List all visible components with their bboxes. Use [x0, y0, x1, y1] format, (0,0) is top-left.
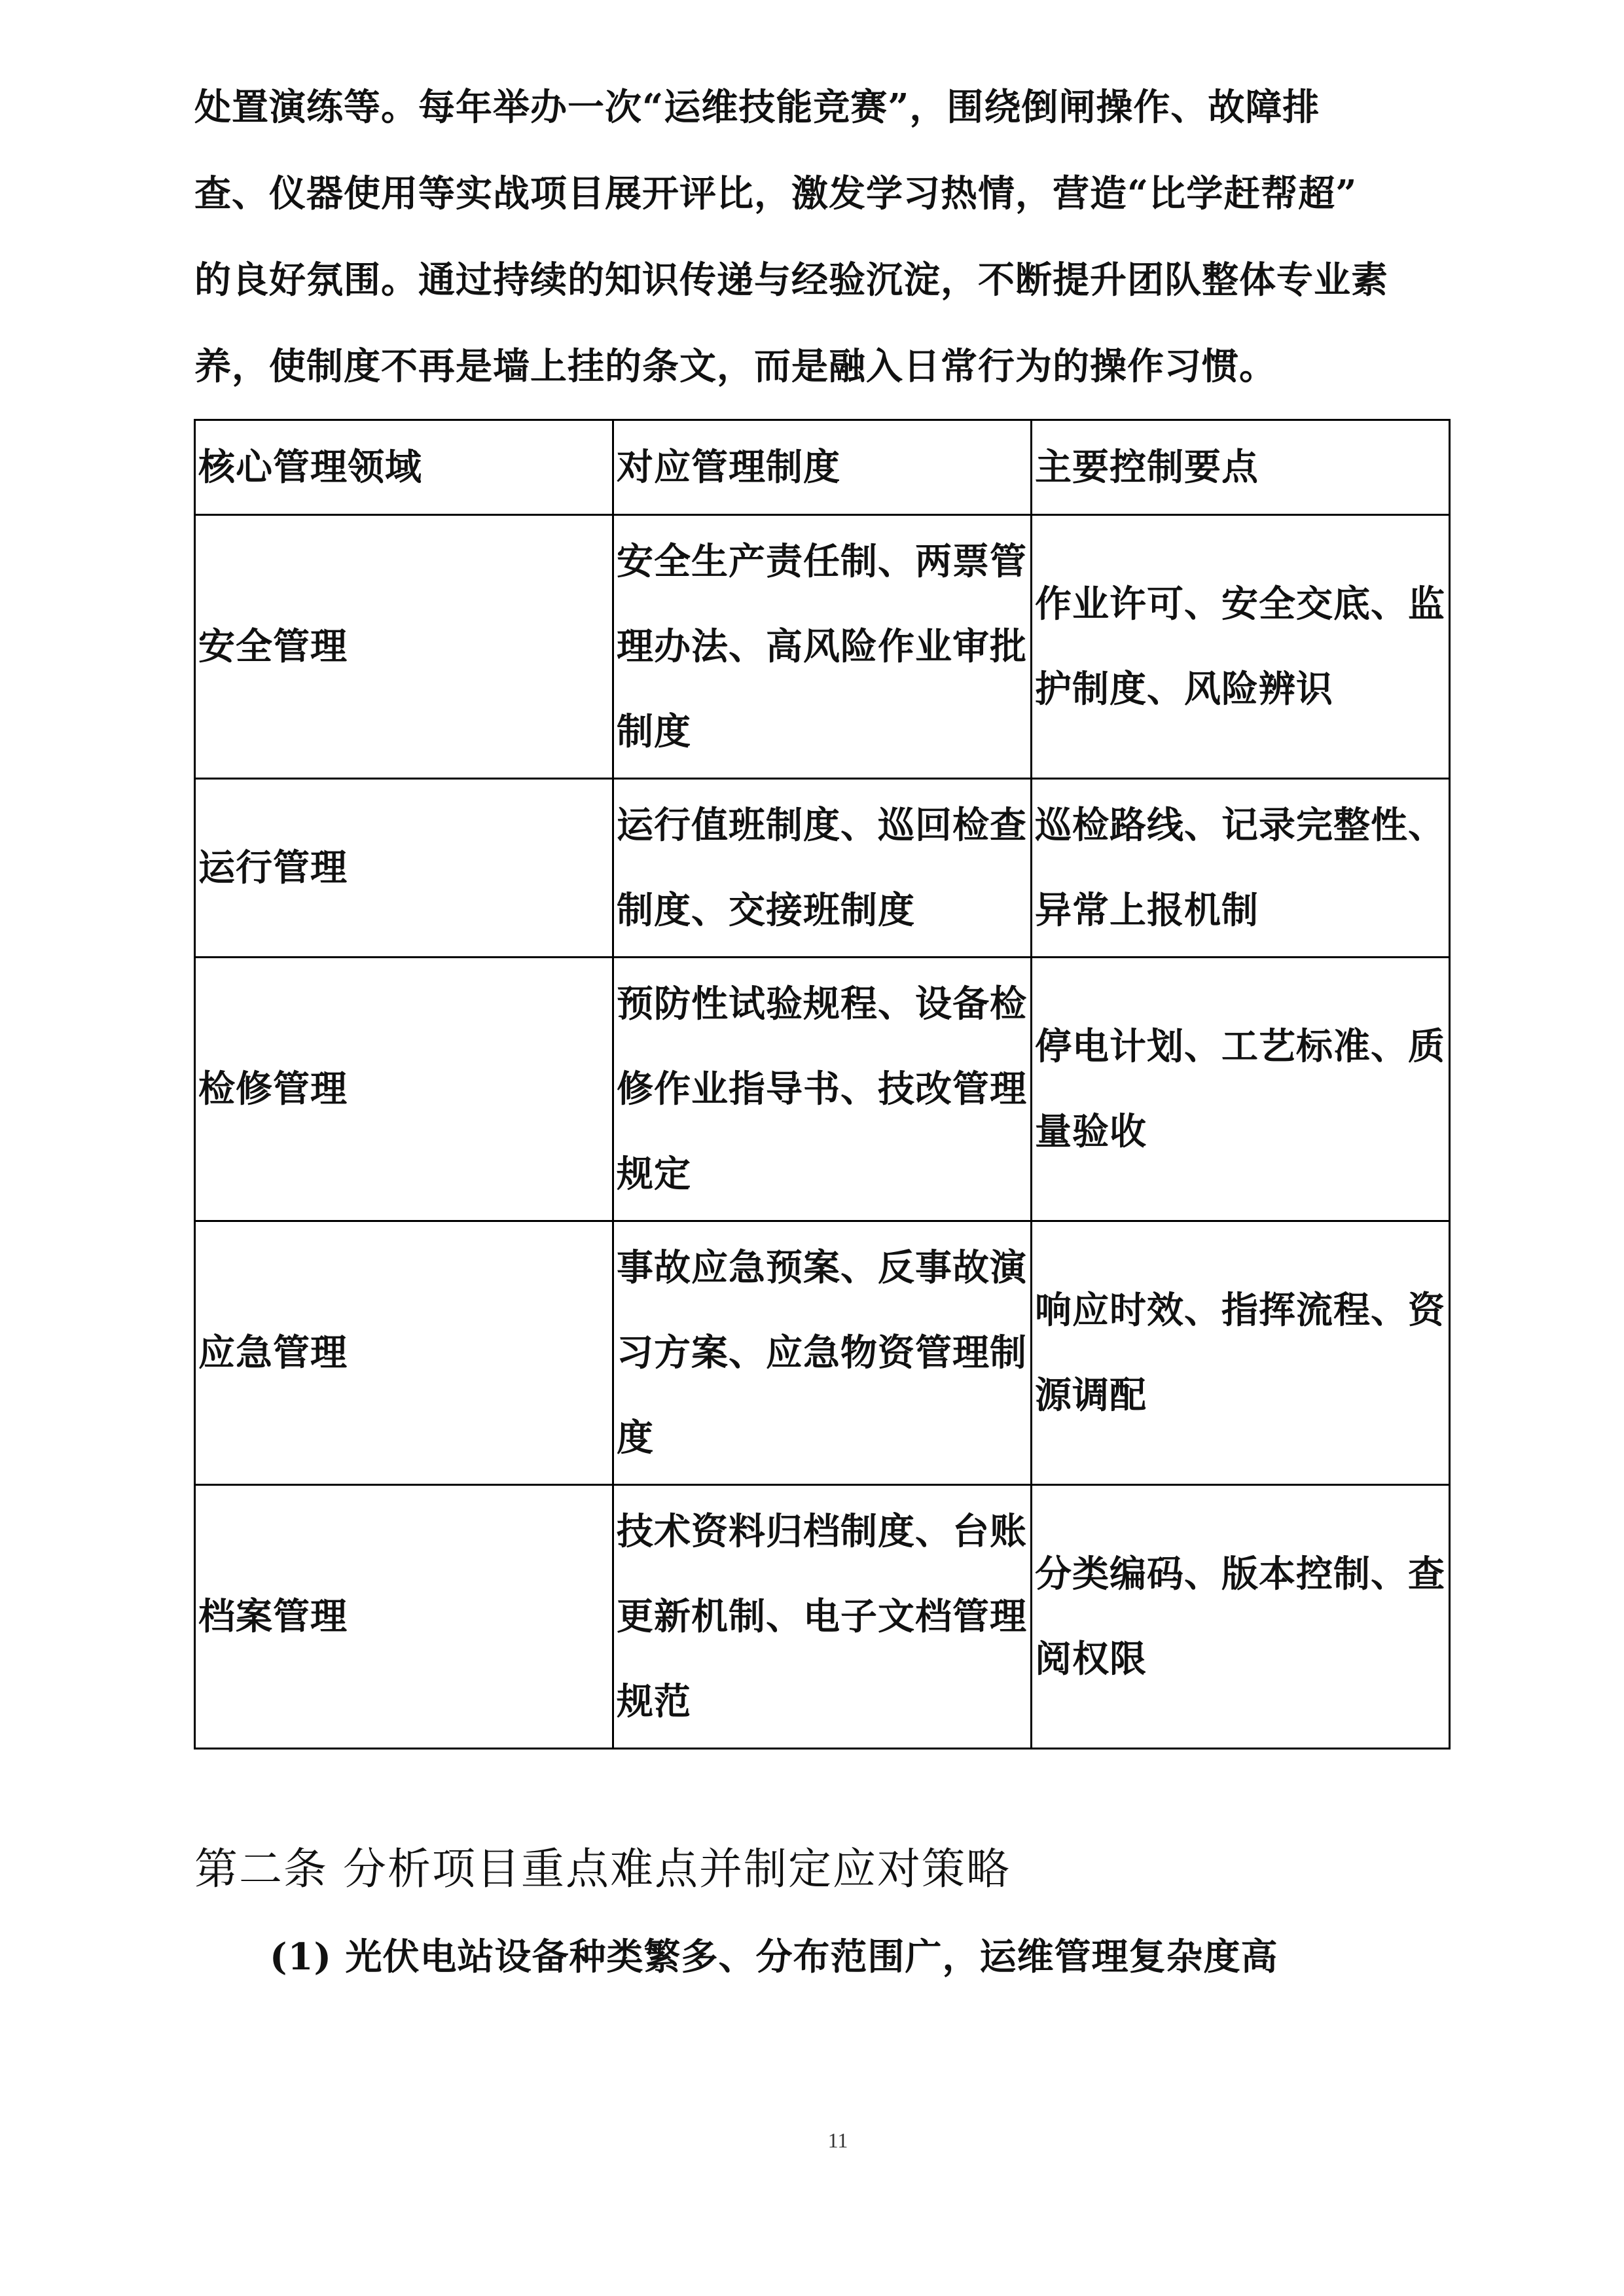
table-row — [195, 1485, 1450, 1749]
cell-points: 巡检路线、记录完整性、异常上报机制 — [1032, 779, 1450, 958]
table-row — [195, 1221, 1450, 1485]
paragraph-line-3: 的良好氛围。通过持续的知识传递与经验沉淀，不断提升团队整体专业素 — [194, 259, 1388, 302]
header-domain: 核心管理领域 — [195, 420, 613, 515]
cell-domain: 运行管理 — [195, 779, 613, 958]
cell-domain: 安全管理 — [195, 515, 613, 779]
cell-policy: 运行值班制度、巡回检查制度、交接班制度 — [613, 779, 1032, 958]
table-row — [195, 958, 1450, 1221]
cell-domain: 档案管理 — [195, 1485, 613, 1749]
section-item-1: (1) 光伏电站设备种类繁多、分布范围广，运维管理复杂度高 — [270, 1935, 1278, 1979]
section-heading: 第二条 分析项目重点难点并制定应对策略 — [194, 1844, 1011, 1894]
cell-domain: 应急管理 — [195, 1221, 613, 1485]
header-points: 主要控制要点 — [1032, 420, 1450, 515]
management-table — [194, 419, 1451, 1749]
cell-policy: 技术资料归档制度、台账更新机制、电子文档管理规范 — [613, 1485, 1032, 1749]
table-header-row — [195, 420, 1450, 515]
table-row — [195, 515, 1450, 779]
table-row — [195, 779, 1450, 958]
cell-policy: 事故应急预案、反事故演习方案、应急物资管理制度 — [613, 1221, 1032, 1485]
cell-points: 作业许可、安全交底、监护制度、风险辨识 — [1032, 515, 1450, 779]
paragraph-line-4: 养，使制度不再是墙上挂的条文，而是融入日常行为的操作习惯。 — [194, 345, 1276, 388]
cell-policy: 预防性试验规程、设备检修作业指导书、技改管理规定 — [613, 958, 1032, 1221]
cell-points: 停电计划、工艺标准、质量验收 — [1032, 958, 1450, 1221]
cell-points: 响应时效、指挥流程、资源调配 — [1032, 1221, 1450, 1485]
cell-policy: 安全生产责任制、两票管理办法、高风险作业审批制度 — [613, 515, 1032, 779]
cell-points: 分类编码、版本控制、查阅权限 — [1032, 1485, 1450, 1749]
paragraph-line-2: 查、仪器使用等实战项目展开评比，激发学习热情，营造“比学赶帮超” — [194, 172, 1358, 215]
page-number: 11 — [827, 2128, 848, 2152]
header-policy: 对应管理制度 — [613, 420, 1032, 515]
paragraph-line-1: 处置演练等。每年举办一次“运维技能竞赛”，围绕倒闸操作、故障排 — [194, 86, 1320, 129]
cell-domain: 检修管理 — [195, 958, 613, 1221]
